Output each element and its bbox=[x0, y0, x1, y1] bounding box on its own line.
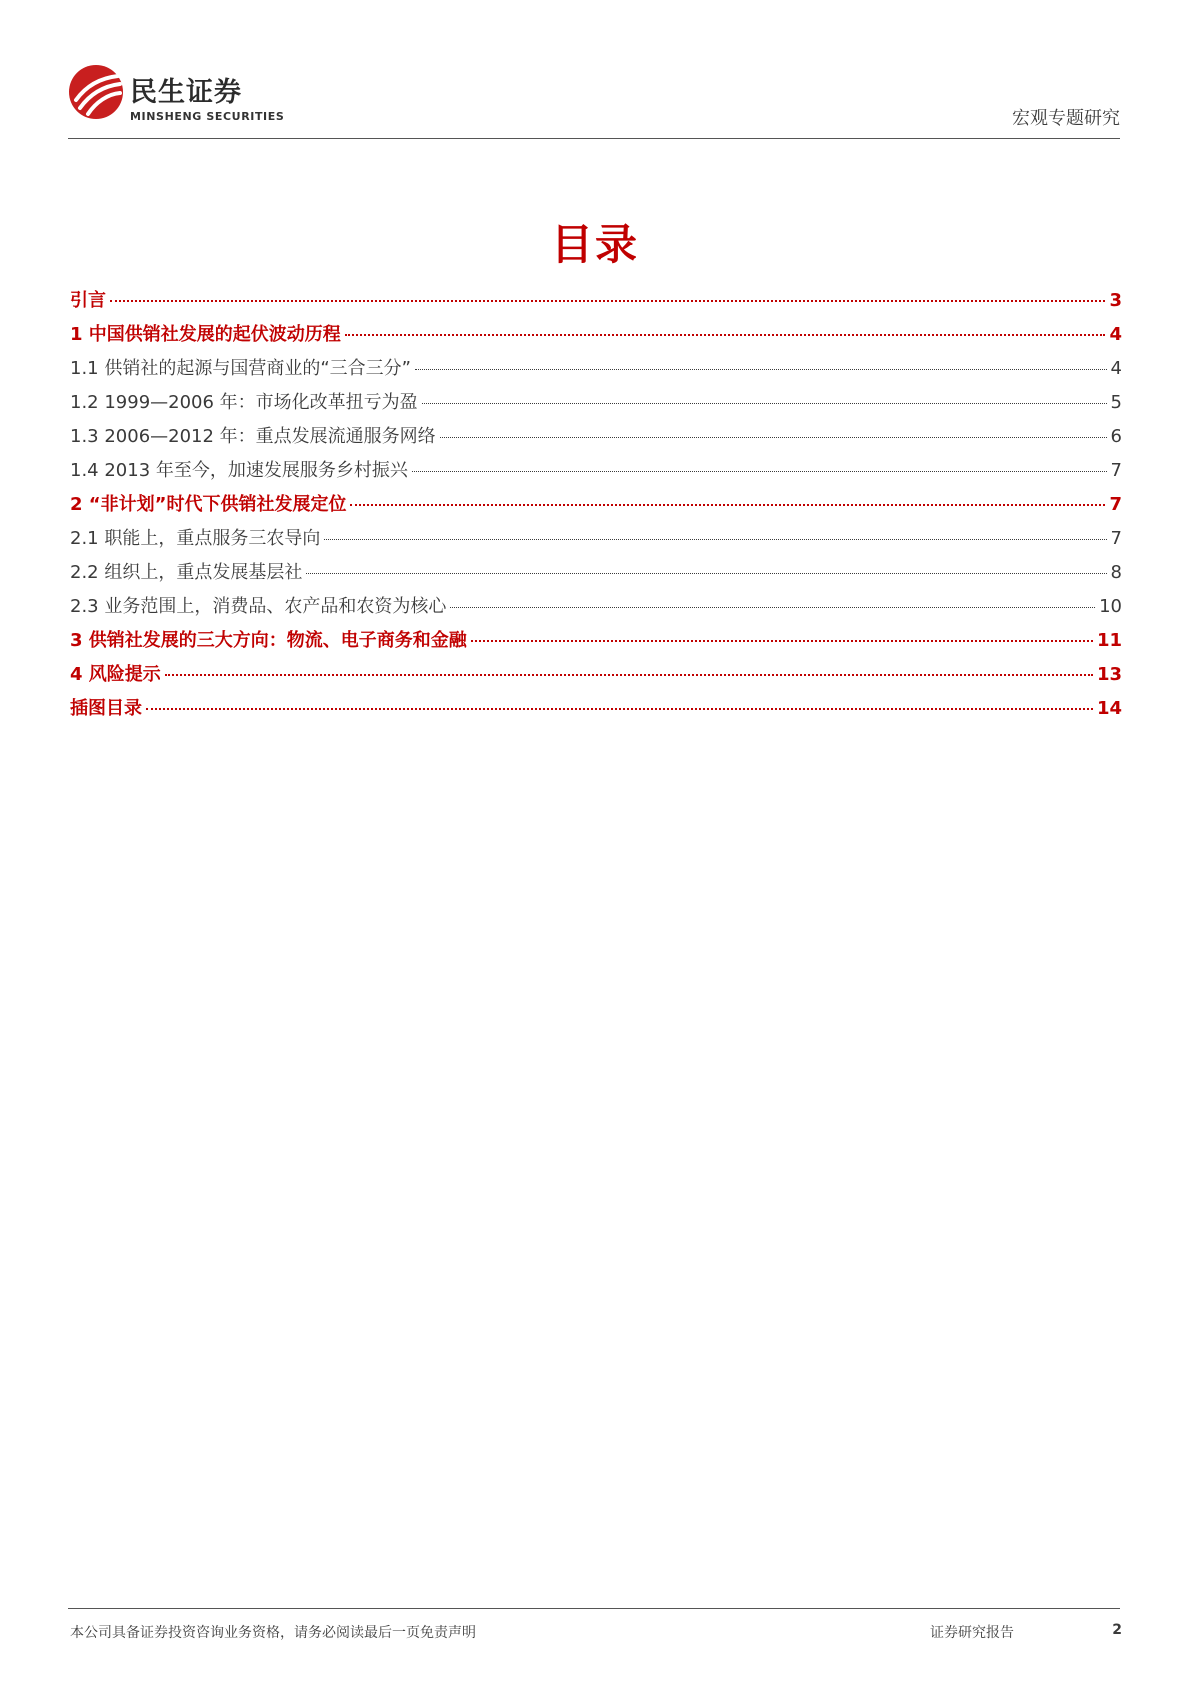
toc-title: 目录 bbox=[550, 220, 639, 269]
report-type-label: 宏观专题研究 bbox=[1012, 108, 1120, 129]
toc-entry-title: 1.1 供销社的起源与国营商业的“三合三分” bbox=[70, 358, 411, 379]
toc-dot-leader bbox=[440, 437, 1107, 438]
toc-entry-title: 3 供销社发展的三大方向：物流、电子商务和金融 bbox=[70, 630, 467, 651]
toc-entry-page: 4 bbox=[1110, 358, 1122, 379]
toc-entry-page: 10 bbox=[1099, 596, 1122, 617]
toc-entry-title: 2.1 职能上，重点服务三农导向 bbox=[70, 528, 321, 549]
logo-chinese-name: 民生证券 bbox=[130, 77, 242, 108]
footer-divider bbox=[68, 1608, 1120, 1609]
toc-entry-title: 2.2 组织上，重点发展基层社 bbox=[70, 562, 303, 583]
toc-entry-page: 7 bbox=[1110, 528, 1122, 549]
toc-entry-page: 8 bbox=[1110, 562, 1122, 583]
toc-entry-title: 1.3 2006—2012 年：重点发展流通服务网络 bbox=[70, 426, 436, 447]
toc-dot-leader bbox=[306, 573, 1106, 574]
toc-dot-leader bbox=[412, 471, 1107, 472]
toc-entry[interactable] bbox=[70, 524, 1122, 558]
footer-disclaimer: 本公司具备证券投资咨询业务资格，请务必阅读最后一页免责声明 bbox=[70, 1625, 476, 1641]
header-divider bbox=[68, 138, 1120, 139]
toc-entry[interactable] bbox=[70, 286, 1122, 320]
toc-entry-page: 5 bbox=[1110, 392, 1122, 413]
toc-entry[interactable] bbox=[70, 456, 1122, 490]
company-logo bbox=[68, 62, 288, 132]
toc-entry[interactable] bbox=[70, 626, 1122, 660]
logo-english-name: MINSHENG SECURITIES bbox=[130, 110, 285, 123]
footer-doc-type: 证券研究报告 bbox=[930, 1625, 1014, 1641]
toc-entry-title: 2 “非计划”时代下供销社发展定位 bbox=[70, 494, 347, 515]
toc-entry[interactable] bbox=[70, 388, 1122, 422]
toc-dot-leader bbox=[450, 607, 1095, 608]
logo-mark-icon bbox=[68, 64, 124, 120]
toc-entry-page: 13 bbox=[1096, 664, 1122, 685]
toc-dot-leader bbox=[165, 674, 1093, 676]
toc-entry-title: 1 中国供销社发展的起伏波动历程 bbox=[70, 324, 341, 345]
toc-entry[interactable] bbox=[70, 490, 1122, 524]
toc-entry[interactable] bbox=[70, 320, 1122, 354]
toc-dot-leader bbox=[415, 369, 1107, 370]
toc-entry[interactable] bbox=[70, 694, 1122, 728]
toc-dot-leader bbox=[324, 539, 1106, 540]
toc-entry-page: 7 bbox=[1110, 460, 1122, 481]
toc-entry-page: 4 bbox=[1109, 324, 1122, 345]
toc-dot-leader bbox=[471, 640, 1093, 642]
toc-entry[interactable] bbox=[70, 422, 1122, 456]
toc-dot-leader bbox=[110, 300, 1105, 302]
toc-entry-page: 6 bbox=[1110, 426, 1122, 447]
table-of-contents bbox=[70, 286, 1122, 728]
toc-entry-title: 引言 bbox=[70, 290, 106, 311]
toc-entry-title: 2.3 业务范围上，消费品、农产品和农资为核心 bbox=[70, 596, 447, 617]
toc-entry[interactable] bbox=[70, 660, 1122, 694]
toc-entry-title: 1.2 1999—2006 年：市场化改革扭亏为盈 bbox=[70, 392, 418, 413]
page-number: 2 bbox=[1112, 1622, 1122, 1638]
toc-dot-leader bbox=[350, 504, 1105, 506]
toc-entry[interactable] bbox=[70, 354, 1122, 388]
page-header bbox=[68, 62, 1120, 138]
toc-entry[interactable] bbox=[70, 558, 1122, 592]
toc-dot-leader bbox=[345, 334, 1106, 336]
toc-entry[interactable] bbox=[70, 592, 1122, 626]
toc-entry-page: 11 bbox=[1096, 630, 1122, 651]
toc-entry-page: 14 bbox=[1096, 698, 1122, 719]
toc-entry-title: 1.4 2013 年至今，加速发展服务乡村振兴 bbox=[70, 460, 408, 481]
toc-dot-leader bbox=[422, 403, 1107, 404]
toc-entry-title: 4 风险提示 bbox=[70, 664, 161, 685]
toc-entry-page: 7 bbox=[1109, 494, 1122, 515]
toc-dot-leader bbox=[146, 708, 1093, 710]
toc-entry-title: 插图目录 bbox=[70, 698, 142, 719]
toc-entry-page: 3 bbox=[1109, 290, 1122, 311]
